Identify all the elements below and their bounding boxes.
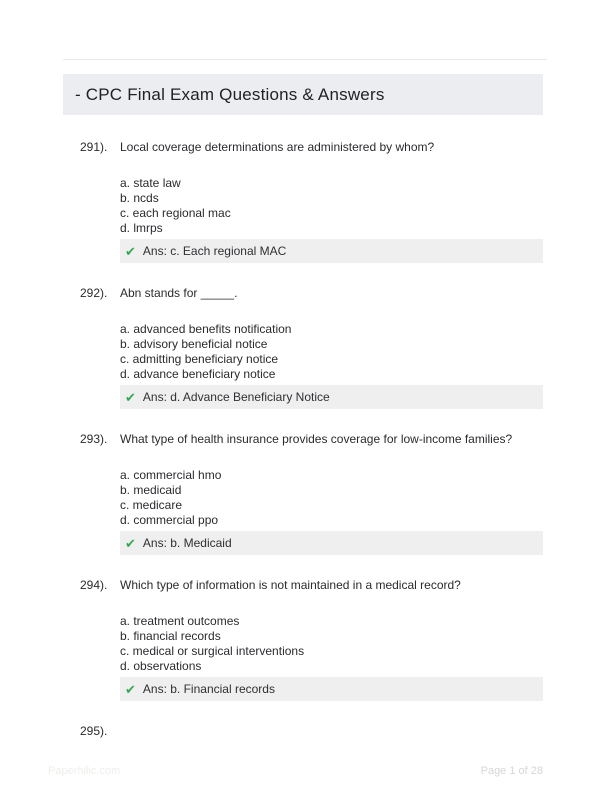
option-a: a. commercial hmo xyxy=(120,468,222,482)
question-number: 294). xyxy=(80,578,108,592)
answer-box xyxy=(120,239,543,263)
question-number: 292). xyxy=(80,286,108,300)
question-options xyxy=(120,468,543,528)
option-b: b. ncds xyxy=(120,191,159,205)
question-options xyxy=(120,176,543,236)
option-a: a. state law xyxy=(120,176,181,190)
option-d: d. observations xyxy=(120,659,202,673)
option-d: d. lmrps xyxy=(120,221,163,235)
answer-text: Ans: b. Financial records xyxy=(142,682,275,696)
option-d: d. advance beneficiary notice xyxy=(120,367,276,381)
question-options xyxy=(120,614,543,674)
answer-box xyxy=(120,677,543,701)
question-291 xyxy=(63,139,543,263)
option-c: c. medical or surgical interventions xyxy=(120,644,305,658)
question-head xyxy=(63,723,543,739)
answer-box xyxy=(120,385,543,409)
question-head xyxy=(63,285,543,301)
option-b: b. medicaid xyxy=(120,483,182,497)
page-title: - CPC Final Exam Questions & Answers xyxy=(75,84,385,104)
question-number: 291). xyxy=(80,140,108,154)
check-icon: ✔ xyxy=(125,681,136,697)
question-text: Which type of information is not maintained in a medical record? xyxy=(120,578,461,592)
answer-box xyxy=(120,531,543,555)
answer-text: Ans: b. Medicaid xyxy=(142,536,232,550)
option-d: d. commercial ppo xyxy=(120,513,219,527)
option-b: b. financial records xyxy=(120,629,221,643)
footer-page-number: Page 1 of 28 xyxy=(480,765,543,777)
answer-text: Ans: d. Advance Beneficiary Notice xyxy=(142,390,330,404)
question-text xyxy=(120,723,543,739)
question-number: 295). xyxy=(80,724,108,738)
check-icon: ✔ xyxy=(125,243,136,259)
question-text: Local coverage determinations are administered by whom? xyxy=(120,140,435,154)
answer-text: Ans: c. Each regional MAC xyxy=(142,244,287,258)
question-293 xyxy=(63,431,543,555)
question-294 xyxy=(63,577,543,701)
option-a: a. advanced benefits notification xyxy=(120,322,292,336)
document-title-bar xyxy=(63,74,543,115)
question-head xyxy=(63,139,543,155)
option-b: b. advisory beneficial notice xyxy=(120,337,268,351)
question-head xyxy=(63,577,543,593)
question-text: Abn stands for _____. xyxy=(120,286,238,300)
question-295 xyxy=(63,723,543,739)
question-292 xyxy=(63,285,543,409)
question-head xyxy=(63,431,543,447)
footer-watermark: Paperhilic.com xyxy=(48,765,121,777)
option-a: a. treatment outcomes xyxy=(120,614,240,628)
option-c: c. each regional mac xyxy=(120,206,231,220)
check-icon: ✔ xyxy=(125,535,136,551)
horizontal-divider xyxy=(63,59,547,60)
option-c: c. medicare xyxy=(120,498,183,512)
option-c: c. admitting beneficiary notice xyxy=(120,352,279,366)
questions-list xyxy=(63,139,543,761)
check-icon: ✔ xyxy=(125,389,136,405)
question-text: What type of health insurance provides coverage for low-income families? xyxy=(120,432,513,446)
question-number: 293). xyxy=(80,432,108,446)
question-options xyxy=(120,322,543,382)
